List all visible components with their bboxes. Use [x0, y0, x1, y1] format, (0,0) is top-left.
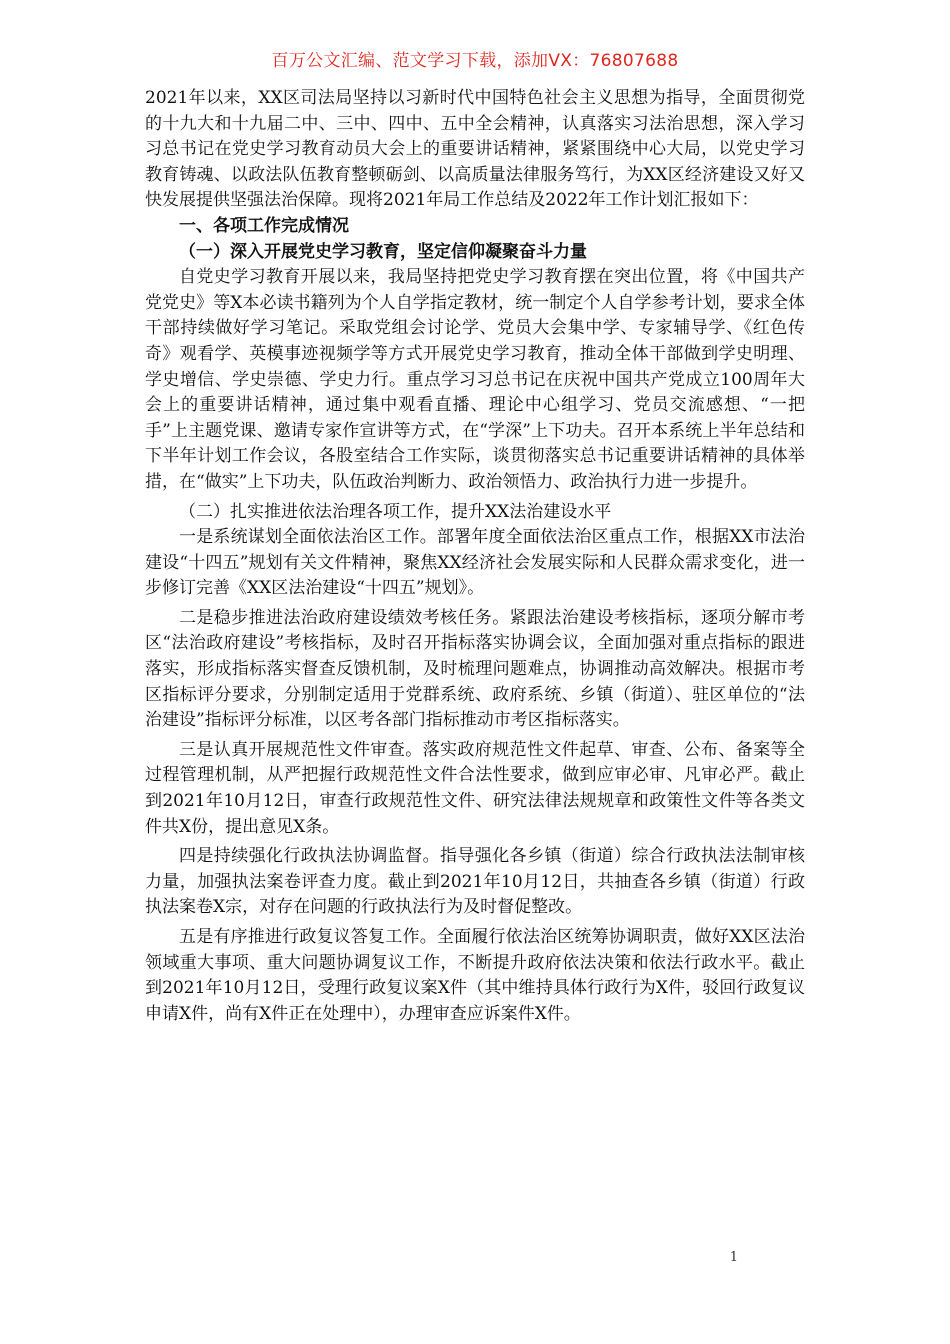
body-paragraph: 自党史学习教育开展以来，我局坚持把党史学习教育摆在突出位置，将《中国共产党党史》等X本必读书籍列为个人自学指定教材，统一制定个人自学参考计划，要求全体干部持续做好学习笔记。采取党组会讨论学、党员大会集中学、专家辅导学、《红色传奇》观看学、英模事迹视频学等方式开展党史学习教育，推动全体干部做到学史明理、学史增信、学史崇德、学史力行。重点学习习总书记在庆祝中国共产党成立100周年大会上的重要讲话精神，通过集中观看直播、理论中心组学习、党员交流感想、“一把手”上主题党课、邀请专家作宣讲等方式，在“学深”上下功夫。召开本系统上半年总结和下半年计划工作会议，各股室结合工作实际，谈贯彻落实总书记重要讲话精神的具体举措，在“做实”上下功夫，队伍政治判断力、政治领悟力、政治执行力进一步提升。: [145, 267, 805, 492]
header-banner: 百万公文汇编、范文学习下载，添加VX：76807688: [271, 51, 679, 71]
document-body: [145, 86, 805, 1027]
intro-paragraph: 2021年以来，XX区司法局坚持以习新时代中国特色社会主义思想为指导，全面贯彻党的十九大和十九届二中、三中、四中、五中全会精神，认真落实习法治思想，深入学习习总书记在党史学习教育动员大会上的重要讲话精神，紧紧围绕中心大局，以党史学习教育铸魂、以政法队伍教育整顿砺剑、以高质量法律服务笃行，为XX区经济建设又好又快发展提供坚强法治保障。现将2021年局工作总结及2022年工作计划汇报如下：: [145, 88, 805, 211]
page-number: 1: [729, 1250, 738, 1265]
body-paragraph: 一是系统谋划全面依法治区工作。部署年度全面依法治区重点工作，根据XX市法治建设“十四五”规划有关文件精神，聚焦XX经济社会发展实际和人民群众需求变化，进一步修订完善《XX区法治建设“十四五”规划》。: [145, 527, 805, 599]
body-paragraph: 五是有序推进行政复议答复工作。全面履行依法治区统筹协调职责，做好XX区法治领域重大事项、重大问题协调复议工作，不断提升政府依法决策和依法行政水平。截止到2021年10月12日，受理行政复议案X件（其中维持具体行政行为X件，驳回行政复议申请X件，尚有X件正在处理中），办理审查应诉案件X件。: [145, 927, 805, 1024]
body-paragraph: 二是稳步推进法治政府建设绩效考核任务。紧跟法治建设考核指标，逐项分解市考区“法治政府建设”考核指标，及时召开指标落实协调会议，全面加强对重点指标的跟进落实，形成指标落实督查反馈机制，及时梳理问题难点，协调推动高效解决。根据市考区指标评分要求，分别制定适用于党群系统、政府系统、乡镇（街道）、驻区单位的“法治建设”指标评分标准，以区考各部门指标推动市考区指标落实。: [145, 607, 805, 731]
body-paragraph: 四是持续强化行政执法协调监督。指导强化各乡镇（街道）综合行政执法法制审核力量，加强执法案卷评查力度。截止到2021年10月12日，共抽查各乡镇（街道）行政执法案卷X宗，对存在问题的行政执法行为及时督促整改。: [145, 846, 805, 918]
subsection-heading-1: （一）深入开展党史学习教育，坚定信仰凝聚奋斗力量: [179, 241, 587, 262]
body-paragraph: 三是认真开展规范性文件审查。落实政府规范性文件起草、审查、公布、备案等全过程管理机制，从严把握行政规范性文件合法性要求，做到应审必审、凡审必严。截止到2021年10月12日，审查行政规范性文件、研究法律法规规章和政策性文件等各类文件共X份，提出意见X条。: [145, 739, 805, 837]
section-heading-1: 一、各项工作完成情况: [179, 215, 349, 236]
subsection-heading-2: （二）扎实推进依法治理各项工作，提升XX法治建设水平: [179, 501, 612, 522]
